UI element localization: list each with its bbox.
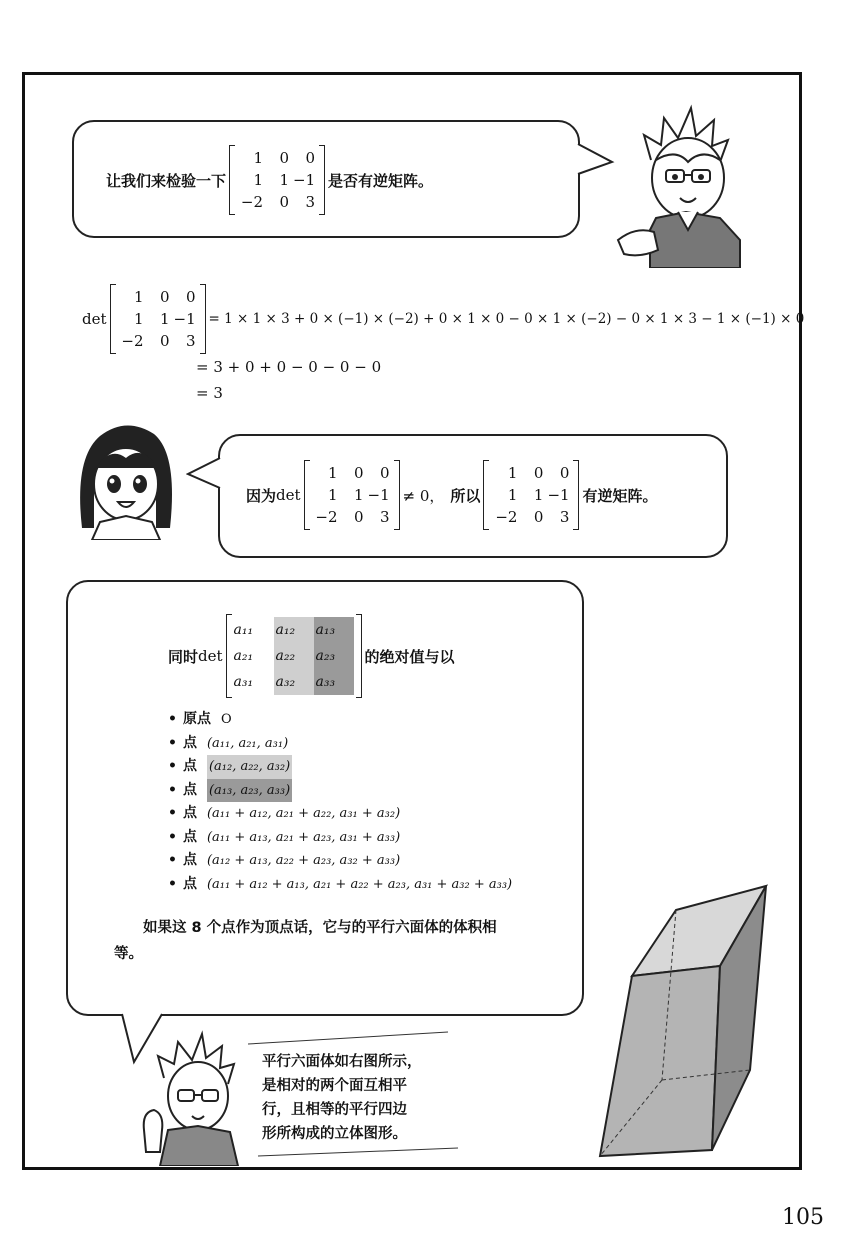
speech-tail-1: [576, 142, 616, 182]
note-line: 是相对的两个面互相平: [262, 1078, 407, 1094]
bubble3-intro: [168, 614, 455, 698]
bubble1-sentence: [106, 145, 433, 215]
note-line: 行，且相等的平行四边: [262, 1102, 407, 1118]
matrix-a: 1 0 0 1 1 −1 −2 0 3: [229, 145, 325, 215]
handwritten-note: [262, 1050, 472, 1146]
list-item: • 点 (a₁₁, a₂₁, a₃₁): [168, 734, 289, 751]
bubble3-conclusion: 如果这 8 个点作为顶点话，它与的平行六面体的体积相等。: [114, 920, 497, 962]
girl-character-illustration: [70, 418, 182, 540]
note-line: 形所构成的立体图形。: [262, 1126, 407, 1142]
list-item: • 点 (a₁₂ + a₁₃, a₂₂ + a₂₃, a₃₂ + a₃₃): [168, 852, 401, 868]
bubble3-det: det: [198, 647, 223, 665]
det-label: det: [82, 310, 107, 328]
bubble3-prefix: 同时: [168, 647, 199, 666]
bubble1-prefix: 让我们来检验一下: [106, 171, 227, 190]
boy-character-illustration: [616, 100, 756, 268]
det-equation-line1: [82, 284, 804, 354]
vertex-list: [168, 708, 512, 896]
list-item: • 点 (a₁₁ + a₁₂, a₂₁ + a₂₂, a₃₁ + a₃₂): [168, 805, 401, 821]
bubble2-prefix: 因为: [246, 486, 277, 505]
list-item: • 点 (a₁₁ + a₁₂ + a₁₃, a₂₁ + a₂₂ + a₂₃, a₃₁ + a₃₂ + a₃₃): [168, 875, 513, 892]
list-item: • 点 (a₁₁ + a₁₃, a₂₁ + a₂₃, a₃₁ + a₃₃): [168, 828, 401, 845]
note-line: 平行六面体如右图所示，: [262, 1054, 422, 1070]
bubble3-suffix: 的绝对值与以: [364, 647, 455, 666]
det-expansion: = 1 × 1 × 3 + 0 × (−1) × (−2) + 0 × 1 × 0 − 0 × 1 × (−2) − 0 × 1 × 3 − 1 × (−1) × 0: [208, 311, 805, 327]
bubble2-sentence: [246, 460, 657, 530]
bubble2-det: det: [276, 486, 301, 504]
boy-character-bottom: [140, 1030, 250, 1166]
matrix-a-bubble2: 1 0 0 1 1 −1 −2 0 3: [304, 460, 400, 530]
bubble2-suffix: 有逆矩阵。: [582, 486, 658, 505]
page-number: 105: [782, 1205, 824, 1230]
det-equation-line2: = 3 + 0 + 0 − 0 − 0 − 0: [196, 358, 382, 376]
det-equation-line3: = 3: [196, 384, 223, 402]
parallelepiped-illustration: [596, 880, 780, 1166]
speech-tail-2: [186, 456, 222, 496]
matrix-a-bubble2b: 1 0 0 1 1 −1 −2 0 3: [483, 460, 579, 530]
matrix-a-det: 1 0 0 1 1 −1 −2 0 3: [110, 284, 206, 354]
list-item: • 点 (a₁₂, a₂₂, a₃₂): [168, 755, 512, 779]
bubble2-neq: ≠ 0，: [402, 486, 445, 505]
bubble2-middle: 所以: [450, 486, 481, 505]
bubble1-suffix: 是否有逆矩阵。: [328, 171, 434, 190]
symbolic-matrix: a₁₁ a₁₂ a₁₃ a₂₁ a₂₂ a₂₃ a₃₁ a₃₂ a₃₃: [226, 614, 362, 698]
list-item: • 原点 O: [168, 711, 232, 727]
list-item: • 点 (a₁₃, a₂₃, a₃₃): [168, 779, 512, 803]
